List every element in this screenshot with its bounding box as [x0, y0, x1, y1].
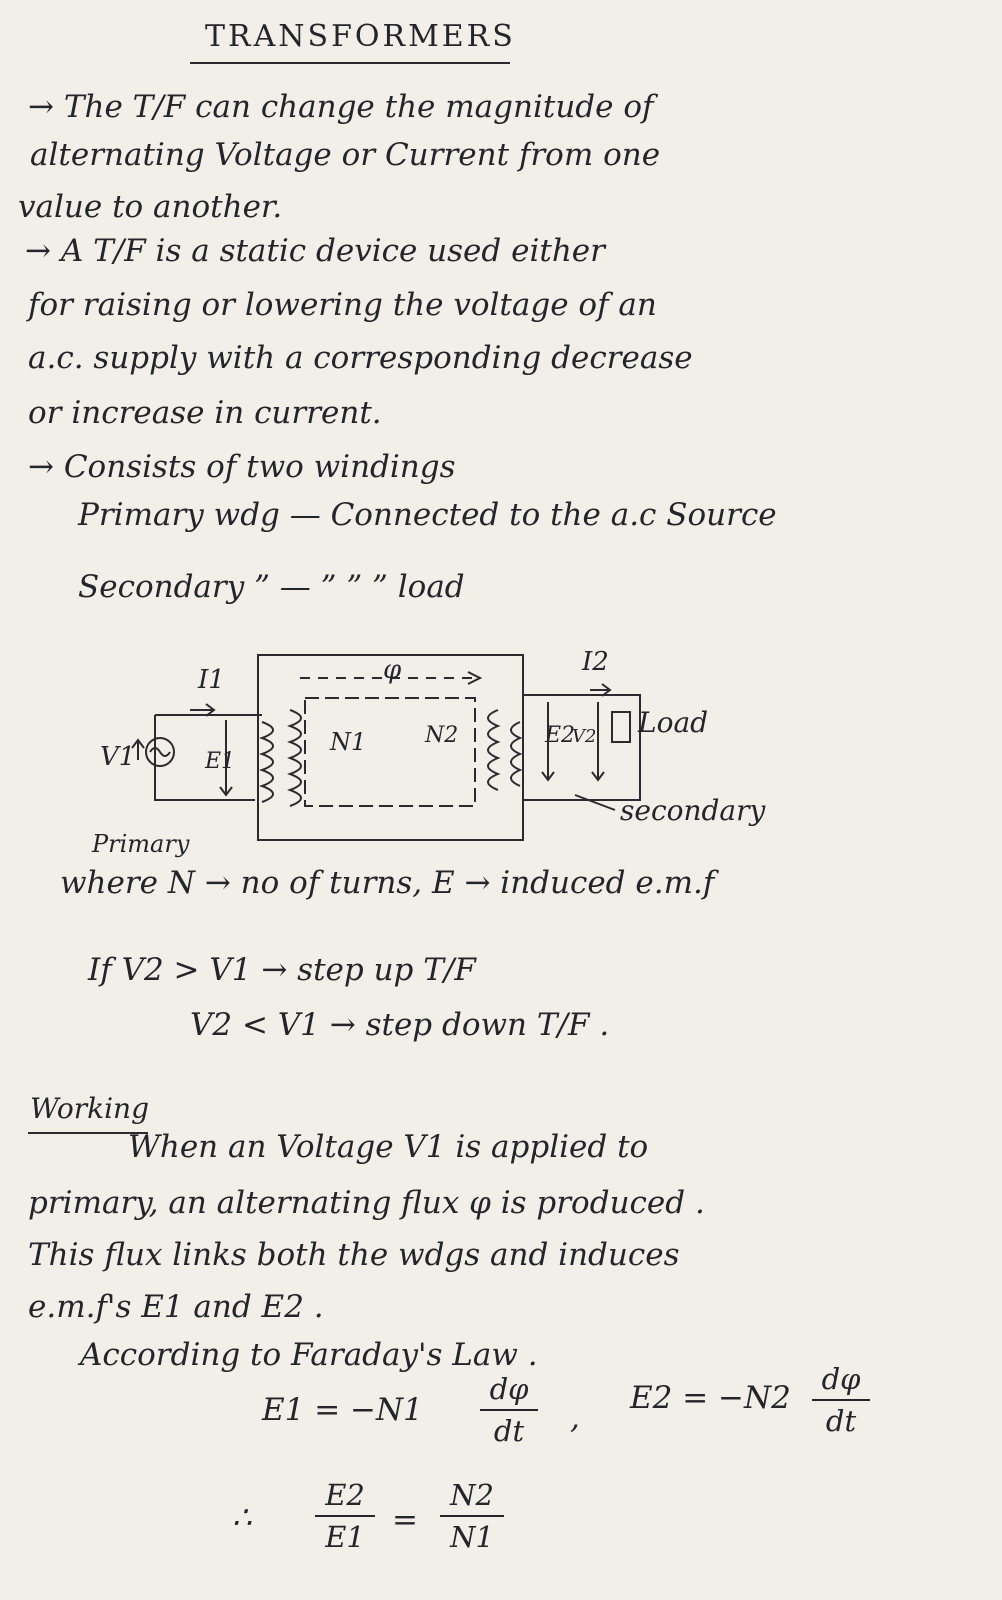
text-line-9: Primary wdg — Connected to the a.c Source: [78, 497, 777, 533]
text-line-10: Secondary ” — ” ” ” load: [78, 569, 465, 605]
turns-ratio: [440, 1478, 504, 1554]
e2-derivative: [812, 1362, 870, 1438]
working-line-1: When an Voltage V1 is applied to: [128, 1129, 649, 1165]
e2-equation-lhs: E2 = −N2: [630, 1380, 791, 1416]
step-down-condition: V2 < V1 → step down T/F .: [190, 1007, 610, 1043]
turns-ratio-den: N1: [450, 1520, 494, 1554]
working-line-5: According to Faraday's Law .: [80, 1337, 538, 1373]
text-line-2: alternating Voltage or Current from one: [30, 137, 661, 173]
i2-label: I2: [582, 647, 609, 677]
e2-derivative-num: dφ: [821, 1362, 861, 1396]
secondary-winding: [488, 710, 498, 790]
emf-ratio-den: E1: [325, 1520, 365, 1554]
e1-derivative: [480, 1372, 538, 1448]
e1-derivative-num: dφ: [489, 1372, 529, 1406]
e1-label: E1: [205, 749, 236, 774]
phi-label: φ: [383, 655, 402, 685]
working-line-3: This flux links both the wdgs and induces: [28, 1237, 680, 1273]
working-line-2: primary, an alternating flux φ is produced .: [28, 1185, 705, 1221]
primary-label: Primary: [92, 830, 190, 858]
text-line-7: or increase in current.: [28, 395, 382, 431]
i1-label: I1: [198, 665, 225, 695]
primary-winding: [262, 722, 273, 802]
emf-ratio-num: E2: [325, 1478, 365, 1512]
transformer-diagram: [0, 640, 1002, 870]
equation-separator: ,: [570, 1400, 580, 1436]
where-line: where N → no of turns, E → induced e.m.f: [60, 865, 715, 901]
page-title: TRANSFORMERS: [205, 19, 516, 54]
therefore-symbol: ∴: [232, 1500, 252, 1536]
load-label: Load: [638, 706, 709, 739]
e1-derivative-den: dt: [493, 1414, 525, 1448]
bleed-through: [690, 60, 699, 93]
e1-equation-lhs: E1 = −N1: [262, 1392, 423, 1428]
title-underline: [190, 62, 510, 64]
text-line-1: → The T/F can change the magnitude of: [28, 89, 654, 125]
ratio-equals: =: [392, 1502, 418, 1538]
step-up-condition: If V2 > V1 → step up T/F: [88, 952, 476, 988]
working-heading: Working: [30, 1092, 149, 1125]
text-line-5: for raising or lowering the voltage of an: [28, 287, 657, 323]
v1-label: V1: [100, 742, 136, 772]
text-line-8: → Consists of two windings: [28, 449, 456, 485]
v2-label: V2: [572, 726, 597, 747]
secondary-circuit: [523, 695, 640, 800]
e2-derivative-den: dt: [825, 1404, 857, 1438]
text-line-3: value to another.: [18, 189, 283, 225]
e2-label: E2: [545, 723, 576, 748]
text-line-4: → A T/F is a static device used either: [25, 233, 605, 269]
turns-ratio-num: N2: [450, 1478, 494, 1512]
n1-label: N1: [330, 728, 367, 756]
emf-ratio: [315, 1478, 375, 1554]
text-line-6: a.c. supply with a corresponding decrease: [28, 340, 693, 376]
working-line-4: e.m.f's E1 and E2 .: [28, 1289, 324, 1325]
load-resistor: [612, 712, 630, 742]
n2-label: N2: [425, 723, 459, 748]
secondary-label: secondary: [620, 794, 766, 827]
